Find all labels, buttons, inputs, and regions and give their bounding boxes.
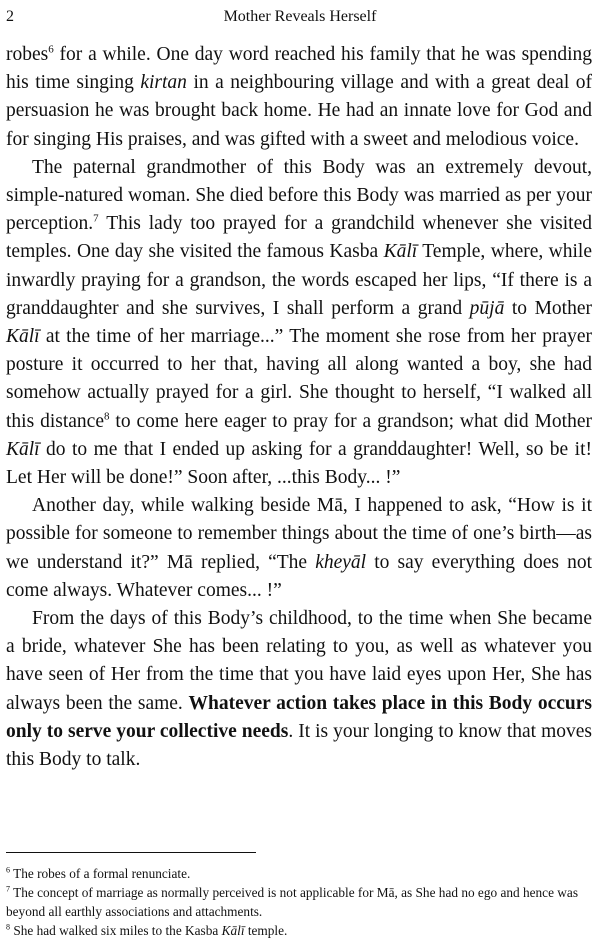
footnote-8 bbox=[6, 921, 592, 940]
italic-term: kheyāl bbox=[315, 551, 367, 573]
footnote-text: The robes of a formal renunciate. bbox=[10, 866, 191, 881]
text-run: to come here eager to pray for a grandson; what did Mother bbox=[109, 410, 592, 432]
paragraph-1 bbox=[6, 41, 592, 154]
italic-term: Kālī bbox=[6, 438, 40, 460]
text-run: in a neighbouring village and with a great deal of persuasion he was brought back home. He had an innate love for God and for singing His praises, and was gifted with a sweet and melodious voice. bbox=[6, 72, 592, 150]
text-run: Temple, where, while inwardly praying for a grandson, the words escaped her lips, “If there is a granddaughter and she survives, I shall perform a grand bbox=[6, 241, 592, 319]
text-run: . It is your longing to know that moves this Body to talk. bbox=[6, 720, 592, 771]
footnote-ref-8: 8 bbox=[103, 410, 110, 423]
italic-term: Kālī bbox=[6, 326, 40, 348]
text-run: From the days of this Body’s childhood, to the time when She became a bride, whatever She has been relating to you, as well as whatever you have seen of Her from the time that you have laid eyes upon Her, She has always been the same. bbox=[6, 608, 592, 714]
bold-emphasis: Whatever action takes place in this Body occurs only to serve your collective needs bbox=[6, 692, 592, 742]
paragraph-3 bbox=[6, 492, 592, 605]
paragraph-4 bbox=[6, 605, 592, 774]
footnote-6 bbox=[6, 864, 592, 883]
footnotes bbox=[6, 864, 592, 940]
text-run: Another day, while walking beside Mā, I happened to ask, “How is it possible for someone to remember things about the time of one’s birth—as we understand it?” Mā replied, “The bbox=[6, 495, 592, 573]
paragraph-2 bbox=[6, 154, 592, 492]
text-run: This lady too prayed for a grandchild whenever she visited temples. One day she visited the famous Kasba bbox=[6, 213, 592, 263]
page-number: 2 bbox=[6, 8, 14, 25]
italic-term: pūjā bbox=[469, 297, 505, 319]
footnote-number: 8 bbox=[6, 922, 10, 932]
italic-term: kirtan bbox=[140, 72, 187, 94]
footnote-text: The concept of marriage as normally perceived is not applicable for Mā, as She had no ego and hence was beyond all earthly associations and attachments. bbox=[6, 885, 578, 919]
text-run: at the time of her marriage...” The moment she rose from her prayer posture it occurred to her that, having all along wanted a boy, she had somehow actually prayed for a girl. She thought to herself, “I walked all this distance bbox=[6, 326, 592, 432]
page-header bbox=[0, 6, 600, 32]
footnote-number: 6 bbox=[6, 865, 10, 875]
footnote-number: 7 bbox=[6, 884, 10, 894]
italic-term: Kālī bbox=[221, 923, 245, 938]
footnote-ref-6: 6 bbox=[48, 43, 54, 56]
text-run: to Mother bbox=[504, 297, 592, 319]
footnote-ref-7: 7 bbox=[93, 212, 99, 225]
footnote-text: temple. bbox=[244, 923, 288, 938]
text-run: robes bbox=[6, 44, 49, 65]
footnote-text: She had walked six miles to the Kasba bbox=[10, 923, 222, 938]
running-title: Mother Reveals Herself bbox=[223, 8, 377, 25]
text-run: do to me that I ended up asking for a granddaughter! Well, so be it! Let Her will be done!” Soon after, ...this Body... !” bbox=[6, 438, 592, 489]
text-run: to say everything does not come always. Whatever comes... !” bbox=[6, 551, 592, 601]
footnote-7 bbox=[6, 883, 592, 921]
text-run: The paternal grandmother of this Body was an extremely devout, simple-natured woman. She died before this Body was married as per your perception. bbox=[6, 156, 592, 235]
body-text bbox=[6, 41, 592, 774]
footnote-divider bbox=[6, 852, 256, 853]
italic-term: Kālī bbox=[383, 241, 418, 263]
text-run: for a while. One day word reached his family that he was spending his time singing bbox=[6, 44, 592, 94]
